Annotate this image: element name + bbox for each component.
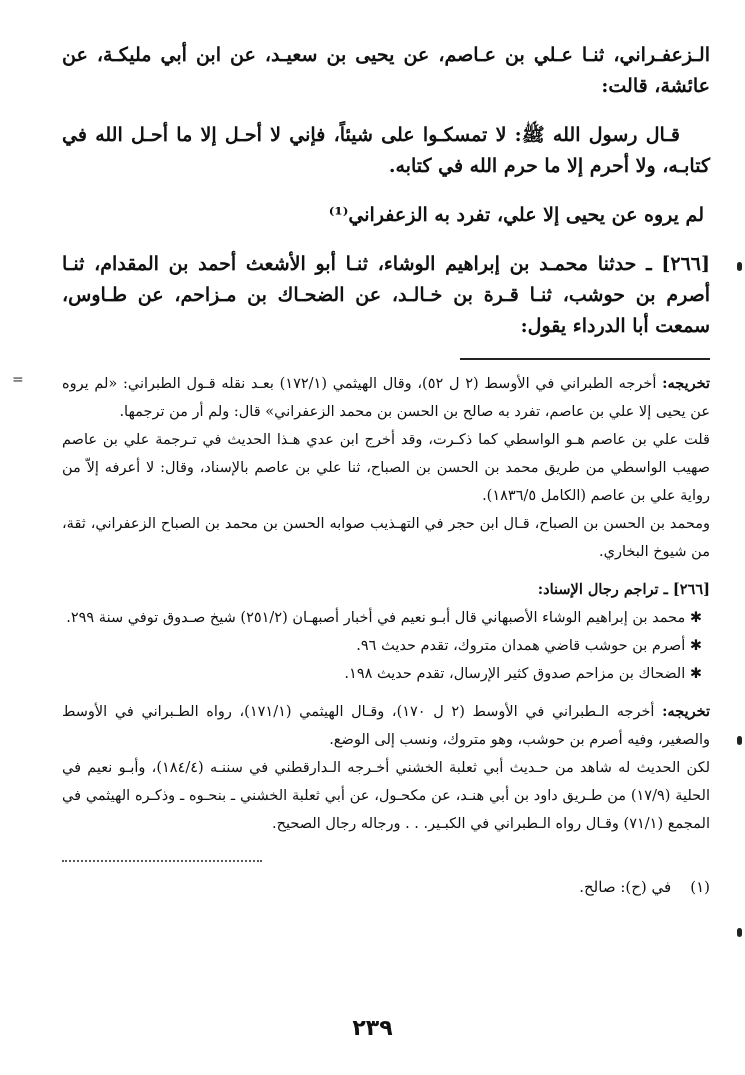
page-body bbox=[62, 40, 710, 900]
footnote-text: في (ح): صالح. bbox=[579, 878, 672, 896]
page-number: ٢٣٩ bbox=[352, 1016, 393, 1041]
bullet-icon: ✱ bbox=[689, 610, 702, 626]
main-divider bbox=[460, 358, 710, 360]
narrator-item bbox=[62, 604, 710, 632]
footnote-divider bbox=[62, 860, 262, 862]
narrator-item bbox=[62, 660, 710, 688]
takhrij-text: أخرجه الـطبراني في الأوسط (٢ ل ١٧٠)، وقـال الهيثمي (١٧١/١)، رواه الطـبراني في الأوسط والصغير، وفيه أصرم بن حوشب، وهو متروك، ونسب إلى الوضع. bbox=[62, 704, 710, 748]
tarajim-heading: [٢٦٦] ـ تراجم رجال الإسناد: bbox=[537, 581, 710, 598]
scan-edge-mark bbox=[737, 262, 742, 271]
bullet-icon: ✱ bbox=[689, 666, 702, 682]
margin-mark: = bbox=[12, 372, 24, 388]
scan-edge-mark bbox=[737, 928, 742, 937]
main-text bbox=[62, 40, 710, 342]
commentary-notes bbox=[62, 370, 710, 838]
takhrij-265-para3: ومحمد بن الحسن بن الصباح، قـال ابن حجر في التهـذيب صوابه الحسن بن محمد بن الصباح الزعفراني، ثقة، من شيوخ البخاري. bbox=[62, 516, 710, 560]
narrator-text: محمد بن إبراهيم الوشاء الأصبهاني قال أبـو نعيم في أخبار أصبهـان (٢٥١/٢) شيخ صـدوق توفي سنة ٢٩٩. bbox=[66, 610, 686, 626]
footnote-number: (١) bbox=[690, 878, 710, 896]
footnote bbox=[62, 874, 710, 900]
takhrij-label: تخريجه: bbox=[662, 375, 711, 392]
takhrij-266-para2: لكن الحديث له شاهد من حـديث أبي ثعلبة الخشني أخـرجه الـدارقطني في سننـه (١٨٤/٤)، وأبـو نعيم في الحلية (١٧/٩) من طـريق داود بن أبي هنـد، عن مكحـول، عن أبي ثعلبة الخشني ـ بنحـوه ـ وذكـره الهيثمي في المجمع (٧١/١) وقـال رواه الـطبراني في الكبـير. . . ورجاله رجال الصحيح. bbox=[62, 760, 710, 832]
hadith-266-chain: [٢٦٦] ـ حدثنا محمـد بن إبراهيم الوشاء، ثنـا أبو الأشعث أحمد بن المقدام، ثنـا أصرم بن حوشب، ثنـا قـرة بن خـالـد، عن الضحـاك بن مـزاحم، عن طـاوس، سمعت أبا الدرداء يقول: bbox=[62, 253, 710, 337]
takhrij-265-para2: قلت علي بن عاصم هـو الواسطي كما ذكـرت، وقد أخرج ابن عدي هـذا الحديث في تـرجمة علي بن عاصم صهيب الواسطي من طريق محمد بن الحسن بن الصباح، ثنا علي بن عاصم بالإسناد، وقال: لا أعرفه إلاّ من رواية علي بن عاصم (الكامل ١٨٣٦/٥). bbox=[62, 432, 710, 504]
narration-note: لم يروه عن يحيى إلا علي، تفرد به الزعفراني⁽¹⁾ bbox=[328, 204, 704, 226]
scan-edge-mark bbox=[737, 736, 742, 745]
takhrij-265 bbox=[62, 370, 710, 426]
takhrij-266 bbox=[62, 698, 710, 754]
narrator-item bbox=[62, 632, 710, 660]
narrator-text: الضحاك بن مزاحم صدوق كثير الإرسال، تقدم حديث ١٩٨. bbox=[344, 666, 686, 682]
hadith-chain-continuation: الـزعفـراني، ثنـا عـلي بن عـاصم، عن يحيى بن سعيـد، عن ابن أبي مليكـة، عن عائشة، قالت: bbox=[62, 44, 710, 97]
takhrij-text: أخرجه الطبراني في الأوسط (٢ ل ٥٢)، وقال الهيثمي (١٧٢/١) بعـد نقله قـول الطبراني: «لم يروه عن يحيى إلا علي بن عاصم، تفرد به صالح بن الحسن بن محمد الزعفراني» قال: ولم أر من ترجمها. bbox=[62, 376, 710, 420]
bullet-icon: ✱ bbox=[689, 638, 702, 654]
narrator-text: أصرم بن حوشب قاضي همدان متروك، تقدم حديث ٩٦. bbox=[356, 638, 686, 654]
takhrij-label: تخريجه: bbox=[662, 703, 710, 720]
hadith-text: قـال رسول الله ﷺ: لا تمسكـوا على شيئاً، فإني لا أحـل إلا ما أحـل الله في كتابـه، ولا أحرم إلا ما حرم الله في كتابه. bbox=[62, 124, 710, 177]
